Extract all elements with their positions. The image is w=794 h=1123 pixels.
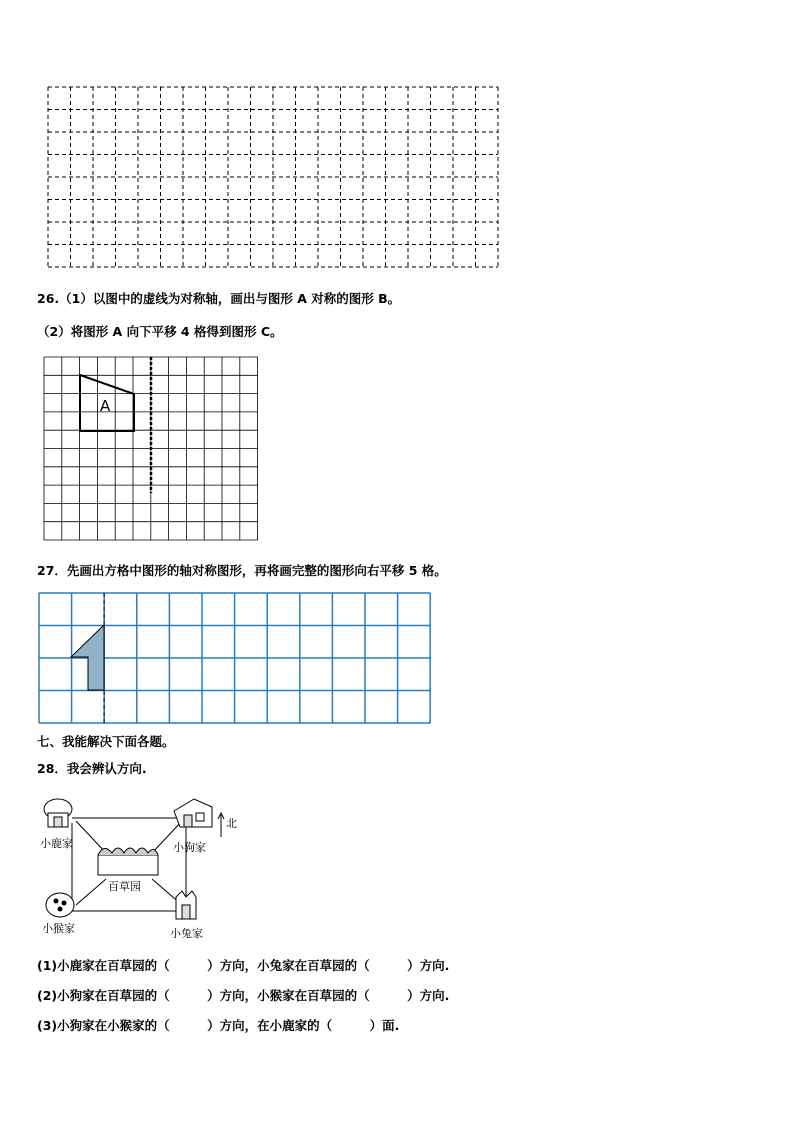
rabbit-home-label: 小兔家 [170, 927, 203, 940]
shape-a-label: A [100, 397, 111, 415]
deer-house-icon [44, 799, 72, 827]
q27-grid-figure [37, 592, 433, 726]
north-arrow-icon [218, 813, 224, 837]
q28-line-1: (1)小鹿家在百草园的（ ）方向，小兔家在百草园的（ ）方向. [37, 958, 450, 973]
monkey-house-icon [46, 893, 74, 917]
monkey-home-label: 小猴家 [42, 922, 75, 935]
q28-title: 28．我会辨认方向. [37, 761, 147, 776]
q27-text: 27．先画出方格中图形的轴对称图形，再将画完整的图形向右平移 5 格。 [37, 563, 447, 578]
section-7-title: 七、我能解决下面各题。 [37, 734, 175, 749]
garden-icon [98, 848, 158, 875]
north-label: 北 [226, 817, 237, 830]
dog-home-label: 小狗家 [173, 841, 206, 854]
dashed-grid [44, 84, 504, 274]
garden-label: 百草园 [108, 880, 141, 893]
q26-part1-text: 26.（1）以图中的虚线为对称轴，画出与图形 A 对称的图形 B。 [37, 291, 401, 306]
q28-line-3: (3)小狗家在小猴家的（ ）方向，在小鹿家的（ ）面. [37, 1018, 400, 1033]
q26-grid-figure [40, 353, 262, 547]
q28-line-2: (2)小狗家在百草园的（ ）方向，小猴家在百草园的（ ）方向. [37, 988, 450, 1003]
q26-part2-text: （2）将图形 A 向下平移 4 格得到图形 C。 [37, 324, 283, 339]
deer-home-label: 小鹿家 [40, 837, 73, 850]
direction-map [36, 793, 246, 943]
dog-house-icon [174, 799, 212, 827]
q27-shape-fill [71, 625, 104, 690]
